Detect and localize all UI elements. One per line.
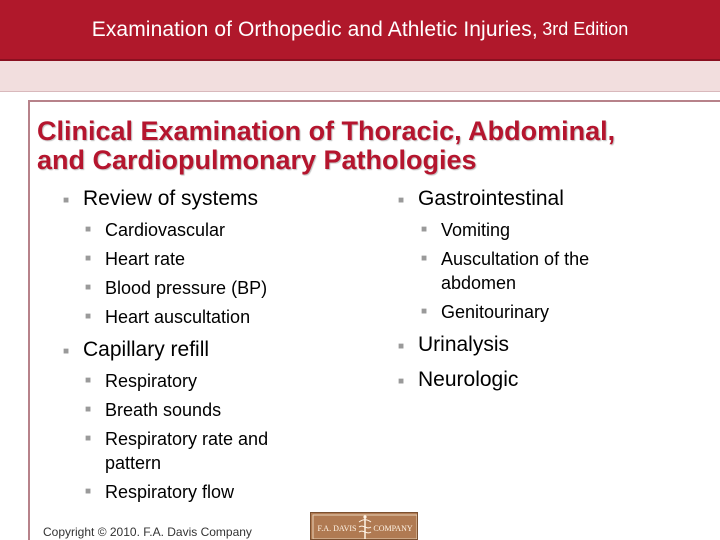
bullet-marker: ■	[85, 282, 92, 293]
bullet-text: Review of systems	[83, 187, 259, 210]
bullet-text: Neurologic	[418, 368, 519, 391]
slide-title	[37, 117, 615, 175]
slide-title-line-2: and Cardiopulmonary Pathologies	[37, 145, 477, 175]
bullet-marker: ■	[398, 341, 405, 352]
bullet-text: Respiratory rate and	[105, 429, 269, 449]
bullet-marker: ■	[85, 311, 92, 322]
bullet-marker: ■	[63, 346, 70, 357]
bullet-text: Gastrointestinal	[418, 187, 564, 210]
logo-text-left: F.A. DAVIS	[317, 524, 357, 533]
bullet-marker: ■	[421, 306, 428, 317]
bullet-marker: ■	[398, 376, 405, 387]
header-bar	[0, 0, 720, 61]
bullet-text-continued: abdomen	[441, 273, 517, 293]
bullet-marker: ■	[421, 253, 428, 264]
bullet-text: Breath sounds	[105, 400, 222, 420]
bullet-text: Heart rate	[105, 249, 186, 269]
bullet-text: Heart auscultation	[105, 307, 251, 327]
book-title: Examination of Orthopedic and Athletic Injuries,	[91, 17, 538, 41]
bullet-marker: ■	[421, 224, 428, 235]
bullet-text: Blood pressure (BP)	[105, 278, 268, 298]
book-edition: 3rd Edition	[542, 19, 629, 39]
publisher-logo	[310, 512, 418, 540]
header-band	[0, 61, 720, 92]
logo-text-right: COMPANY	[373, 524, 413, 533]
bullet-text: Vomiting	[441, 220, 511, 240]
bullet-text: Auscultation of the	[441, 249, 590, 269]
bullet-marker: ■	[63, 195, 70, 206]
bullet-text: Respiratory	[105, 371, 198, 391]
copyright-footer: Copyright © 2010. F.A. Davis Company	[43, 525, 252, 539]
bullet-marker: ■	[398, 195, 405, 206]
publisher-logo-graphic	[311, 513, 418, 540]
bullet-marker: ■	[85, 433, 92, 444]
bullet-marker: ■	[85, 224, 92, 235]
bullet-marker: ■	[85, 253, 92, 264]
bullet-text: Urinalysis	[418, 333, 510, 356]
bullet-text: Genitourinary	[441, 302, 550, 322]
bullet-text-continued: pattern	[105, 453, 162, 473]
bullet-marker: ■	[85, 486, 92, 497]
slide-title-line-1: Clinical Examination of Thoracic, Abdominal,	[37, 116, 616, 146]
bullet-marker: ■	[85, 375, 92, 386]
bullet-marker: ■	[85, 404, 92, 415]
bullet-text: Cardiovascular	[105, 220, 226, 240]
bullet-text: Capillary refill	[83, 338, 210, 361]
bullet-text: Respiratory flow	[105, 482, 235, 502]
